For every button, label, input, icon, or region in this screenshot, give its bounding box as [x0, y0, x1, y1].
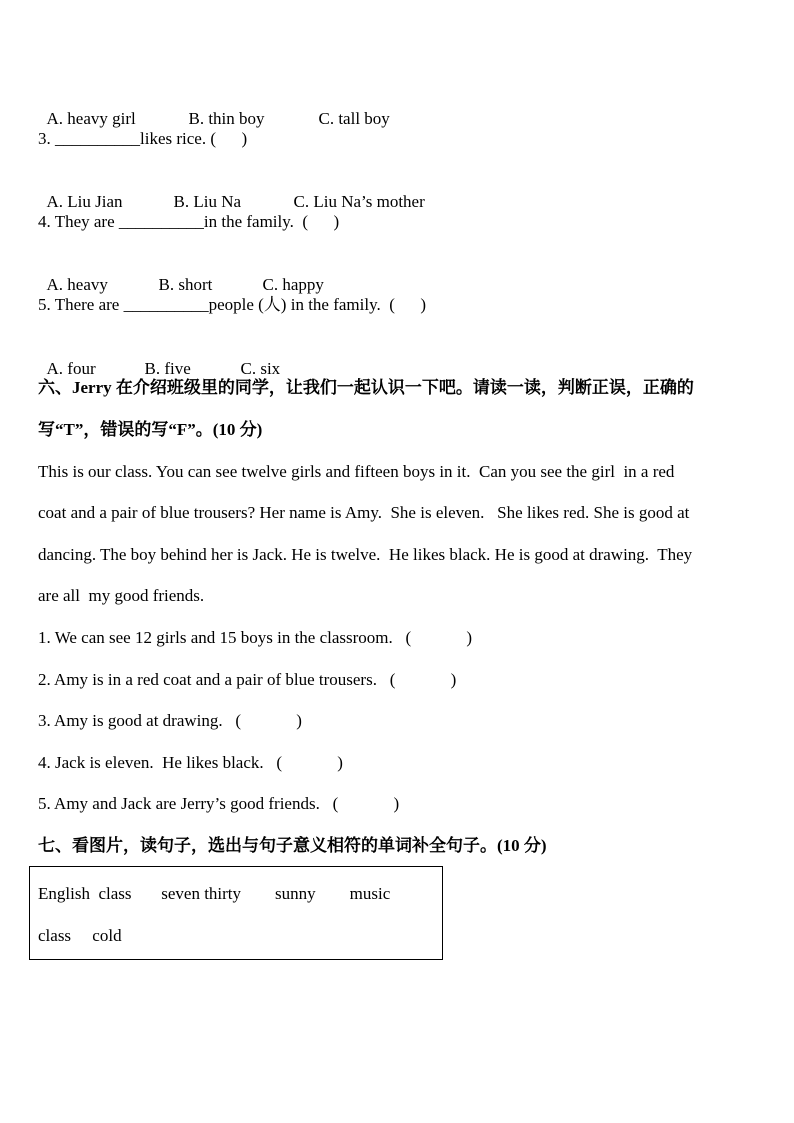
option-c: C. Liu Na’s mother	[293, 192, 425, 211]
passage-line: coat and a pair of blue trousers? Her name is Amy. She is eleven. She likes red. She is good at	[38, 503, 690, 522]
option-a: A. Liu Jian	[46, 192, 123, 211]
option-b: B. thin boy	[188, 109, 265, 128]
word-bank-line: class cold	[38, 926, 122, 945]
question-3-stem: 3. __________likes rice. ( )	[38, 129, 248, 148]
statement-5: 5. Amy and Jack are Jerry’s good friends. ( )	[38, 794, 400, 813]
question-3-options	[38, 169, 425, 213]
statement-1: 1. We can see 12 girls and 15 boys in the classroom. ( )	[38, 628, 473, 647]
passage-line: are all my good friends.	[38, 586, 205, 605]
statement-4: 4. Jack is eleven. He likes black. ( )	[38, 753, 343, 772]
option-b: B. Liu Na	[173, 192, 242, 211]
option-a: A. heavy girl	[46, 109, 136, 128]
word-bank-line: English class seven thirty sunny music	[38, 884, 391, 903]
question-4-stem: 4. They are __________in the family. ( )	[38, 212, 340, 231]
section-7-heading: 七、看图片，读句子，选出与句子意义相符的单词补全句子。(10 分)	[38, 836, 547, 855]
question-5-options	[38, 336, 280, 380]
question-2-options	[38, 86, 390, 130]
option-a: A. four	[46, 359, 96, 378]
option-c: C. six	[240, 359, 281, 378]
option-b: B. five	[144, 359, 191, 378]
question-5-stem: 5. There are __________people (人) in the family. ( )	[38, 295, 427, 314]
passage-line: This is our class. You can see twelve girls and fifteen boys in it. Can you see the girl in a red	[38, 462, 675, 481]
question-4-options	[38, 252, 324, 296]
section-6-heading: 六、Jerry 在介绍班级里的同学，让我们一起认识一下吧。请读一读，判断正误，正确的	[38, 378, 694, 397]
section-6-heading-continued: 写“T”，错误的写“F”。(10 分)	[38, 420, 263, 439]
option-c: C. happy	[262, 275, 324, 294]
option-c: C. tall boy	[318, 109, 390, 128]
option-b: B. short	[158, 275, 213, 294]
passage-line: dancing. The boy behind her is Jack. He is twelve. He likes black. He is good at drawing. They	[38, 545, 693, 564]
option-a: A. heavy	[46, 275, 108, 294]
statement-2: 2. Amy is in a red coat and a pair of blue trousers. ( )	[38, 670, 457, 689]
word-bank-box	[29, 866, 443, 960]
statement-3: 3. Amy is good at drawing. ( )	[38, 711, 302, 730]
